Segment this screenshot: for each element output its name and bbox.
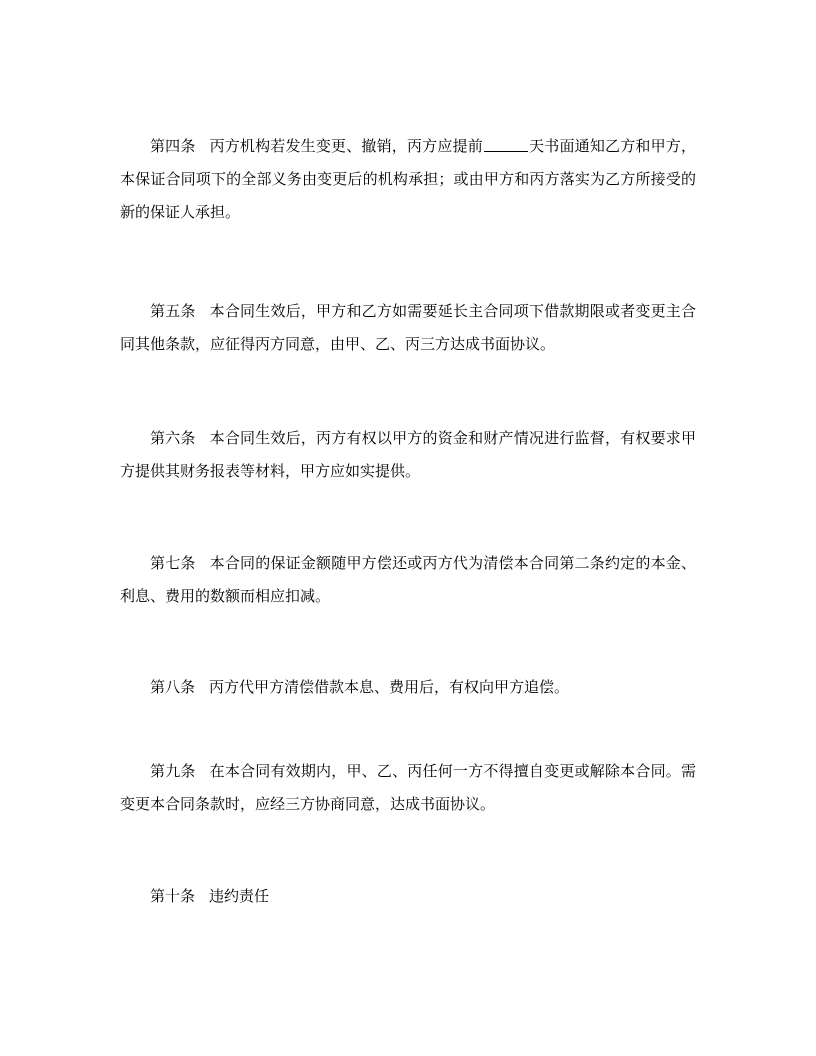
article-8: [120, 671, 696, 704]
article-text: 本合同的保证金额随甲方偿还或丙方代为清偿本合同第二条约定的本金、利息、费用的数额而相应扣减。: [120, 554, 696, 605]
article-5: [120, 295, 696, 361]
article-number: 第六条: [150, 429, 196, 447]
article-number: 第八条: [150, 678, 196, 696]
article-text: 丙方代甲方清偿借款本息、费用后，有权向甲方追偿。: [209, 678, 570, 696]
article-number: 第九条: [150, 762, 196, 780]
article-number: 第七条: [150, 554, 196, 572]
article-7: [120, 547, 696, 613]
article-9: [120, 755, 696, 821]
article-heading: 违约责任: [209, 887, 270, 905]
article-text-continued: 天书面通知乙方和甲方，本保证合同项下的全部义务由变更后的机构承担；或由甲方和丙方落实为乙方所接受的新的保证人承担。: [120, 137, 696, 221]
fill-in-blank: [484, 136, 528, 152]
article-6: [120, 422, 696, 488]
article-number: 第五条: [150, 302, 196, 320]
article-number: 第十条: [150, 887, 196, 905]
article-text: 丙方机构若发生变更、撤销，丙方应提前: [209, 137, 483, 155]
article-10: [120, 880, 696, 913]
article-text: 在本合同有效期内，甲、乙、丙任何一方不得擅自变更或解除本合同。需变更本合同条款时，应经三方协商同意，达成书面协议。: [120, 762, 696, 813]
article-number: 第四条: [150, 137, 196, 155]
article-4: [120, 130, 696, 229]
article-text: 本合同生效后，甲方和乙方如需要延长主合同项下借款期限或者变更主合同其他条款，应征得丙方同意，由甲、乙、丙三方达成书面协议。: [120, 302, 696, 353]
article-text: 本合同生效后，丙方有权以甲方的资金和财产情况进行监督，有权要求甲方提供其财务报表等材料，甲方应如实提供。: [120, 429, 696, 480]
